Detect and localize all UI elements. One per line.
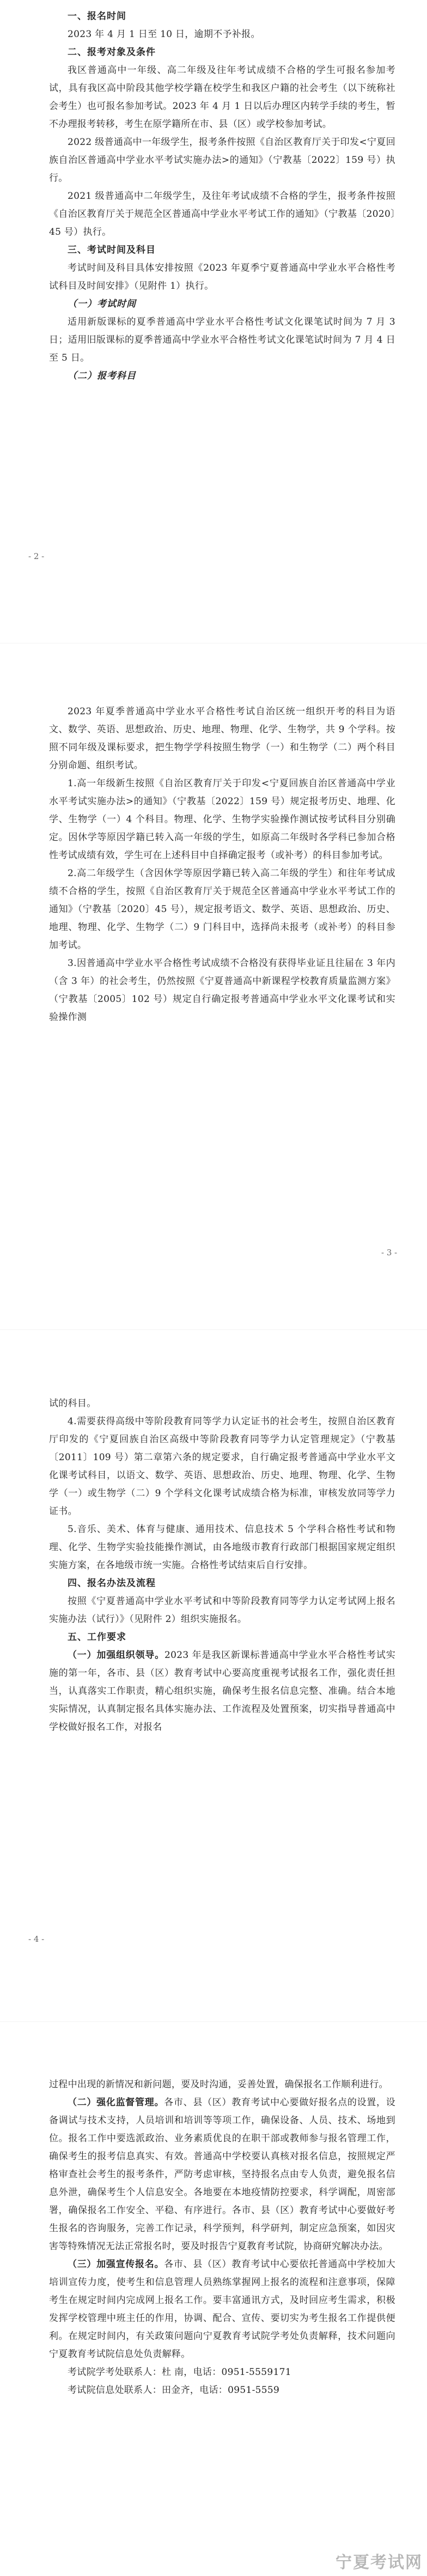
subheading-publicity: （三）加强宣传报名。 xyxy=(68,2259,164,2270)
para-subjects-2: 1.高一年级新生按照《自治区教育厅关于印发<宁夏回族自治区普通高中学业水平考试实施办法>的通知》（宁教基〔2022〕159 号）规定报考历史、地理、化学、生物学（一）4 个科目。物理、化学、生物学实验操作测试按考试科目分别确定。因休学等原因学籍已转入高一年级的学生，如原高二年级时各学科已参加合格性考试成绩有效，学生可在上述科目中自择确定报考（或补考）的科目参加考试。 xyxy=(49,778,395,861)
para-exam-time-1: 适用新版课标的夏季普通高中学业水平合格性考试文化课笔试时间为 7 月 3 日；适用旧版课标的夏季普通高中学业水平合格性考试文化课笔试时间为 7 月 4 日至 5 日。 xyxy=(49,317,395,363)
para-subjects-1: 2023 年夏季普通高中学业水平合格性考试自治区统一组织开考的科目为语文、数学、英语、思想政治、历史、地理、物理、化学、生物学，共 9 个学科。按照不同年级及课标要求，把生物学学科按照生物学（一）和生物学（二）两个科目分别命题、组织考试。 xyxy=(49,706,395,771)
para-register-time: 2023 年 4 月 1 日至 10 日，逾期不予补报。 xyxy=(68,29,260,40)
heading-register-time: 一、报名时间 xyxy=(68,11,126,22)
subheading-exam-subject: （二）报考科目 xyxy=(68,370,136,381)
page-divider xyxy=(0,1329,427,1330)
para-supervise xyxy=(49,2094,395,2256)
para-publicity-text: 各市、县（区）教育考试中心要依托普通高中学校加大培训宣传力度，使考生和信息管理人员熟练掌握网上报名的流程和注意事项，保障考生在规定时间内完成网上报名工作。要丰富通讯方式，及时回应考生需求，积极发挥学校管理中班主任的作用，协调、配合、宣传、要切实为考生报名工作提供便利。在规定时间内，有关政策问题向宁夏教育考试院学考处负责解释，技术问题向宁夏教育考试院信息处负责解释。 xyxy=(49,2259,396,2360)
para-exam-time: 考试时间及科目具体安排按照《2023 年夏季宁夏普通高中学业水平合格性考试科目及时间安排》（见附件 1）执行。 xyxy=(49,263,395,291)
para-equivalence: 4.需要获得高级中等阶段教育同等学力认定证书的社会考生，按照自治区教育厅印发的《宁夏回族自治区高级中等阶段教育同等学力认定管理规定》（宁教基〔2011〕109 号）第二章第六条的规定要求，自行确定报考普通高中学业水平文化课考试科目，以语文、数学、英语、思想政治、历史、地理、物理、化学、生物学（一）或生物学（二）9 个学科文化课考试成绩合格为标准，审核发放同等学力证书。 xyxy=(49,1416,395,1517)
heading-register-target: 二、报考对象及条件 xyxy=(68,47,156,58)
subheading-supervise: （二）强化监督管理。 xyxy=(68,2097,164,2108)
para-target-2: 2022 级普通高中一年级学生，报考条件按照《自治区教育厅关于印发<宁夏回族自治区普通高中学业水平考试实施办法>的通知》（宁教基〔2022〕159 号）执行。 xyxy=(49,137,395,184)
para-target-1: 我区普通高中一年级、高二年级及往年考试成绩不合格的学生可报名参加考试，具有我区高中阶段其他学校学籍在校学生和我区户籍的社会考生（以下统称社会考生）也可报名参加考试。2023 年 4 月 1 日以后办理区内转学手续的考生，暂不办理报考转移，考生在原学籍所在市、县（区）或学校参加考试。 xyxy=(49,65,395,130)
section-method xyxy=(49,1395,395,1736)
para-continue-2: 过程中出现的新情况和新问题，要及时沟通，妥善处置，确保报名工作顺利进行。 xyxy=(49,2079,388,2090)
subheading-exam-time: （一）考试时间 xyxy=(68,299,136,309)
watermark-logo: 宁夏考试网 xyxy=(335,2553,423,2572)
page-number-2: - 2 - xyxy=(28,551,45,561)
heading-work-requirements: 五、工作要求 xyxy=(68,1632,126,1643)
page-number-4: - 4 - xyxy=(28,1934,45,1944)
para-subjects-3: 2.高二年级学生（含因休学等原因学籍已转入高二年级的学生）和往年考试成绩不合格的学生，按照《自治区教育厅关于规范全区普通高中学业水平考试工作的通知》（宁教基〔2020〕45 号），规定报考语文、数学、英语、思想政治、历史、地理、物理、化学、生物学（二）9 门科目中，选择尚未报考（或补考）的科目参加考试。 xyxy=(49,868,395,951)
section-requirements xyxy=(49,2076,395,2399)
para-supervise-text: 各市、县（区）教育考试中心要做好报名点的设置，设备调试与技术支持，人员培训和培训等等项工作，确保设备、人员、技术、场地到位。报名工作中要选派政治、业务素质优良的在职干部或教师参与报名管理工作，确保考生的报考信息真实、有效。普通高中学校要认真核对报名信息，按照规定严格审查社会考生的报考条件，严防考虑审核，坚持报名点由专人负责，避免报名信息外泄，确保考生个人信息安全。各地要在本地疫情防控要求，科学调配，周密部署，确保报名工作安全、平稳、有序进行。各市、县（区）教育考试中心要做好考生报名的咨询服务，完善工作记录，科学预判，科学研判，制定应急预案，如因灾害等特殊情况无法正常报名时，要及时报告宁夏教育考试院，协商研究解决办法。 xyxy=(49,2097,396,2252)
para-continue: 试的科目。 xyxy=(49,1398,96,1409)
para-subjects-4: 3.因普通高中学业水平合格性考试成绩不合格没有获得毕业证且往届在 3 年内（含 3 年）的社会考生，仍然按照《宁夏普通高中新课程学校教育质量监测方案》（宁教基〔2005〕102 号）规定自行确定报考普通高中学业水平文化课考试和实验操作测 xyxy=(49,958,395,1023)
para-publicity xyxy=(49,2256,395,2364)
section-register xyxy=(49,8,395,385)
para-practical: 5.音乐、美术、体育与健康、通用技术、信息技术 5 个学科合格性考试和物理、化学、生物学实验技能操作测试，由各地级市教育行政部门根据国家规定组织实施方案，在各地级市统一实施。合格性考试结束后自行安排。 xyxy=(49,1524,395,1571)
heading-exam-time: 三、考试时间及科目 xyxy=(68,245,156,256)
para-lead xyxy=(49,1647,395,1736)
para-lead-text: 2023 年是我区新课标普通高中学业水平合格性考试实施的第一年，各市、县（区）教育考试中心要高度重视考试报名工作，强化责任担当，认真落实工作职责，精心组织实施，确保考生报名信息完整、准确。结合本地实际情况，认真制定报名具体实施办法、工作流程及处置预案，切实指导普通高中学校做好报名工作，对报名 xyxy=(49,1650,396,1733)
contact-2: 考试院信息处联系人：田金齐，电话：0951-5559 xyxy=(68,2385,280,2396)
para-target-3: 2021 级普通高中二年级学生，及往年考试成绩不合格的学生，报考条件按照《自治区教育厅关于规范全区普通高中学业水平考试工作的通知》（宁教基〔2020〕45 号）执行。 xyxy=(49,191,395,238)
heading-method: 四、报名办法及流程 xyxy=(68,1578,156,1589)
subheading-lead: （一）加强组织领导。 xyxy=(68,1650,165,1661)
para-method: 按照《宁夏普通高中学业水平考试和中等阶段教育同等学力认定考试网上报名实施办法（试行）》（见附件 2）组织实施报名。 xyxy=(49,1596,395,1625)
page-divider xyxy=(0,2021,427,2022)
contact-1: 考试院学考处联系人：杜 南，电话：0951-5559171 xyxy=(68,2367,291,2378)
page-number-3: - 3 - xyxy=(381,1248,398,1257)
section-subjects xyxy=(49,703,395,1026)
